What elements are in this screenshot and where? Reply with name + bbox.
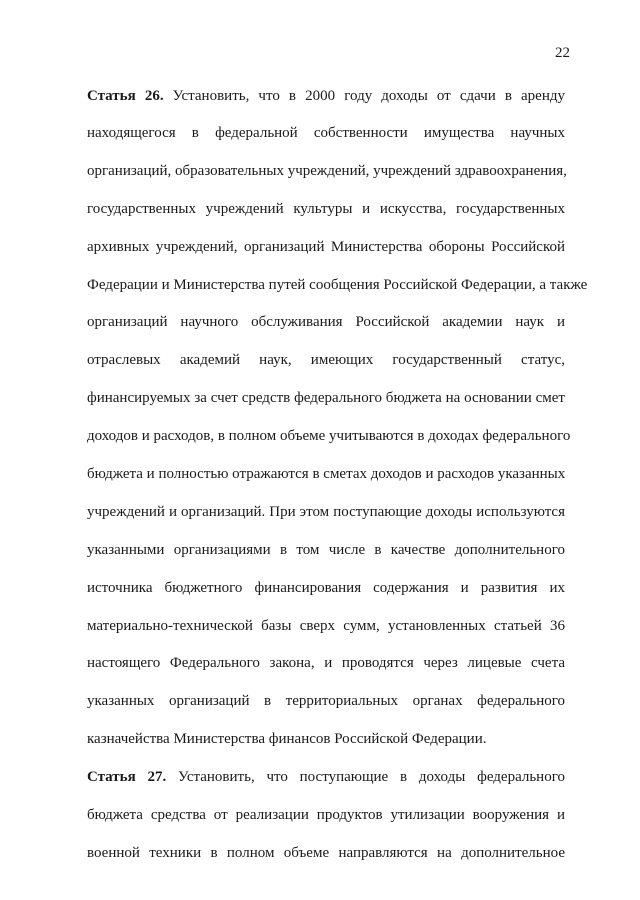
article-26-line: Федерации и Министерства путей сообщения Российской Федерации, а также	[87, 277, 588, 293]
article-27-line: бюджета средства от реализации продуктов утилизации вооружения и	[87, 807, 565, 823]
article-26-heading: Статья 26.	[87, 88, 164, 104]
article-26-line: находящегося в федеральной собственности имущества научных	[87, 125, 565, 141]
article-26-line: указанными организациями в том числе в качестве дополнительного	[87, 542, 565, 558]
article-27-text: Установить, что поступающие в доходы федерального	[166, 769, 565, 785]
article-27-line-1	[87, 767, 565, 787]
article-27-heading: Статья 27.	[87, 769, 167, 785]
article-26-line: отраслевых академий наук, имеющих государственный статус,	[87, 352, 565, 368]
article-26-line: источника бюджетного финансирования содержания и развития их	[87, 580, 565, 596]
article-26-text: Установить, что в 2000 году доходы от сдачи в аренду	[163, 88, 566, 104]
article-26-line: архивных учреждений, организаций Министерства обороны Российской	[87, 239, 565, 255]
article-26-line: финансируемых за счет средств федерального бюджета на основании смет	[87, 390, 565, 406]
article-26-line: доходов и расходов, в полном объеме учитываются в доходах федерального	[87, 428, 571, 444]
article-26-line: учреждений и организаций. При этом поступающие доходы используются	[87, 504, 565, 520]
article-26-line: указанных организаций в территориальных органах федерального	[87, 693, 565, 709]
article-26-line: организаций научного обслуживания Российской академии наук и	[87, 314, 565, 330]
article-26-line: материально-технической базы сверх сумм, установленных статьей 36	[87, 618, 565, 634]
article-26-line: бюджета и полностью отражаются в сметах доходов и расходов указанных	[87, 466, 566, 482]
article-27-line: военной техники в полном объеме направляются на дополнительное	[87, 845, 565, 861]
page-number: 22	[555, 45, 570, 61]
article-26-line: казначейства Министерства финансов Российской Федерации.	[87, 731, 487, 747]
article-26-line-1	[87, 86, 565, 106]
article-26-line: организаций, образовательных учреждений, учреждений здравоохранения,	[87, 163, 567, 179]
article-26-line: государственных учреждений культуры и искусства, государственных	[87, 201, 565, 217]
article-26-line: настоящего Федерального закона, и проводятся через лицевые счета	[87, 655, 565, 671]
